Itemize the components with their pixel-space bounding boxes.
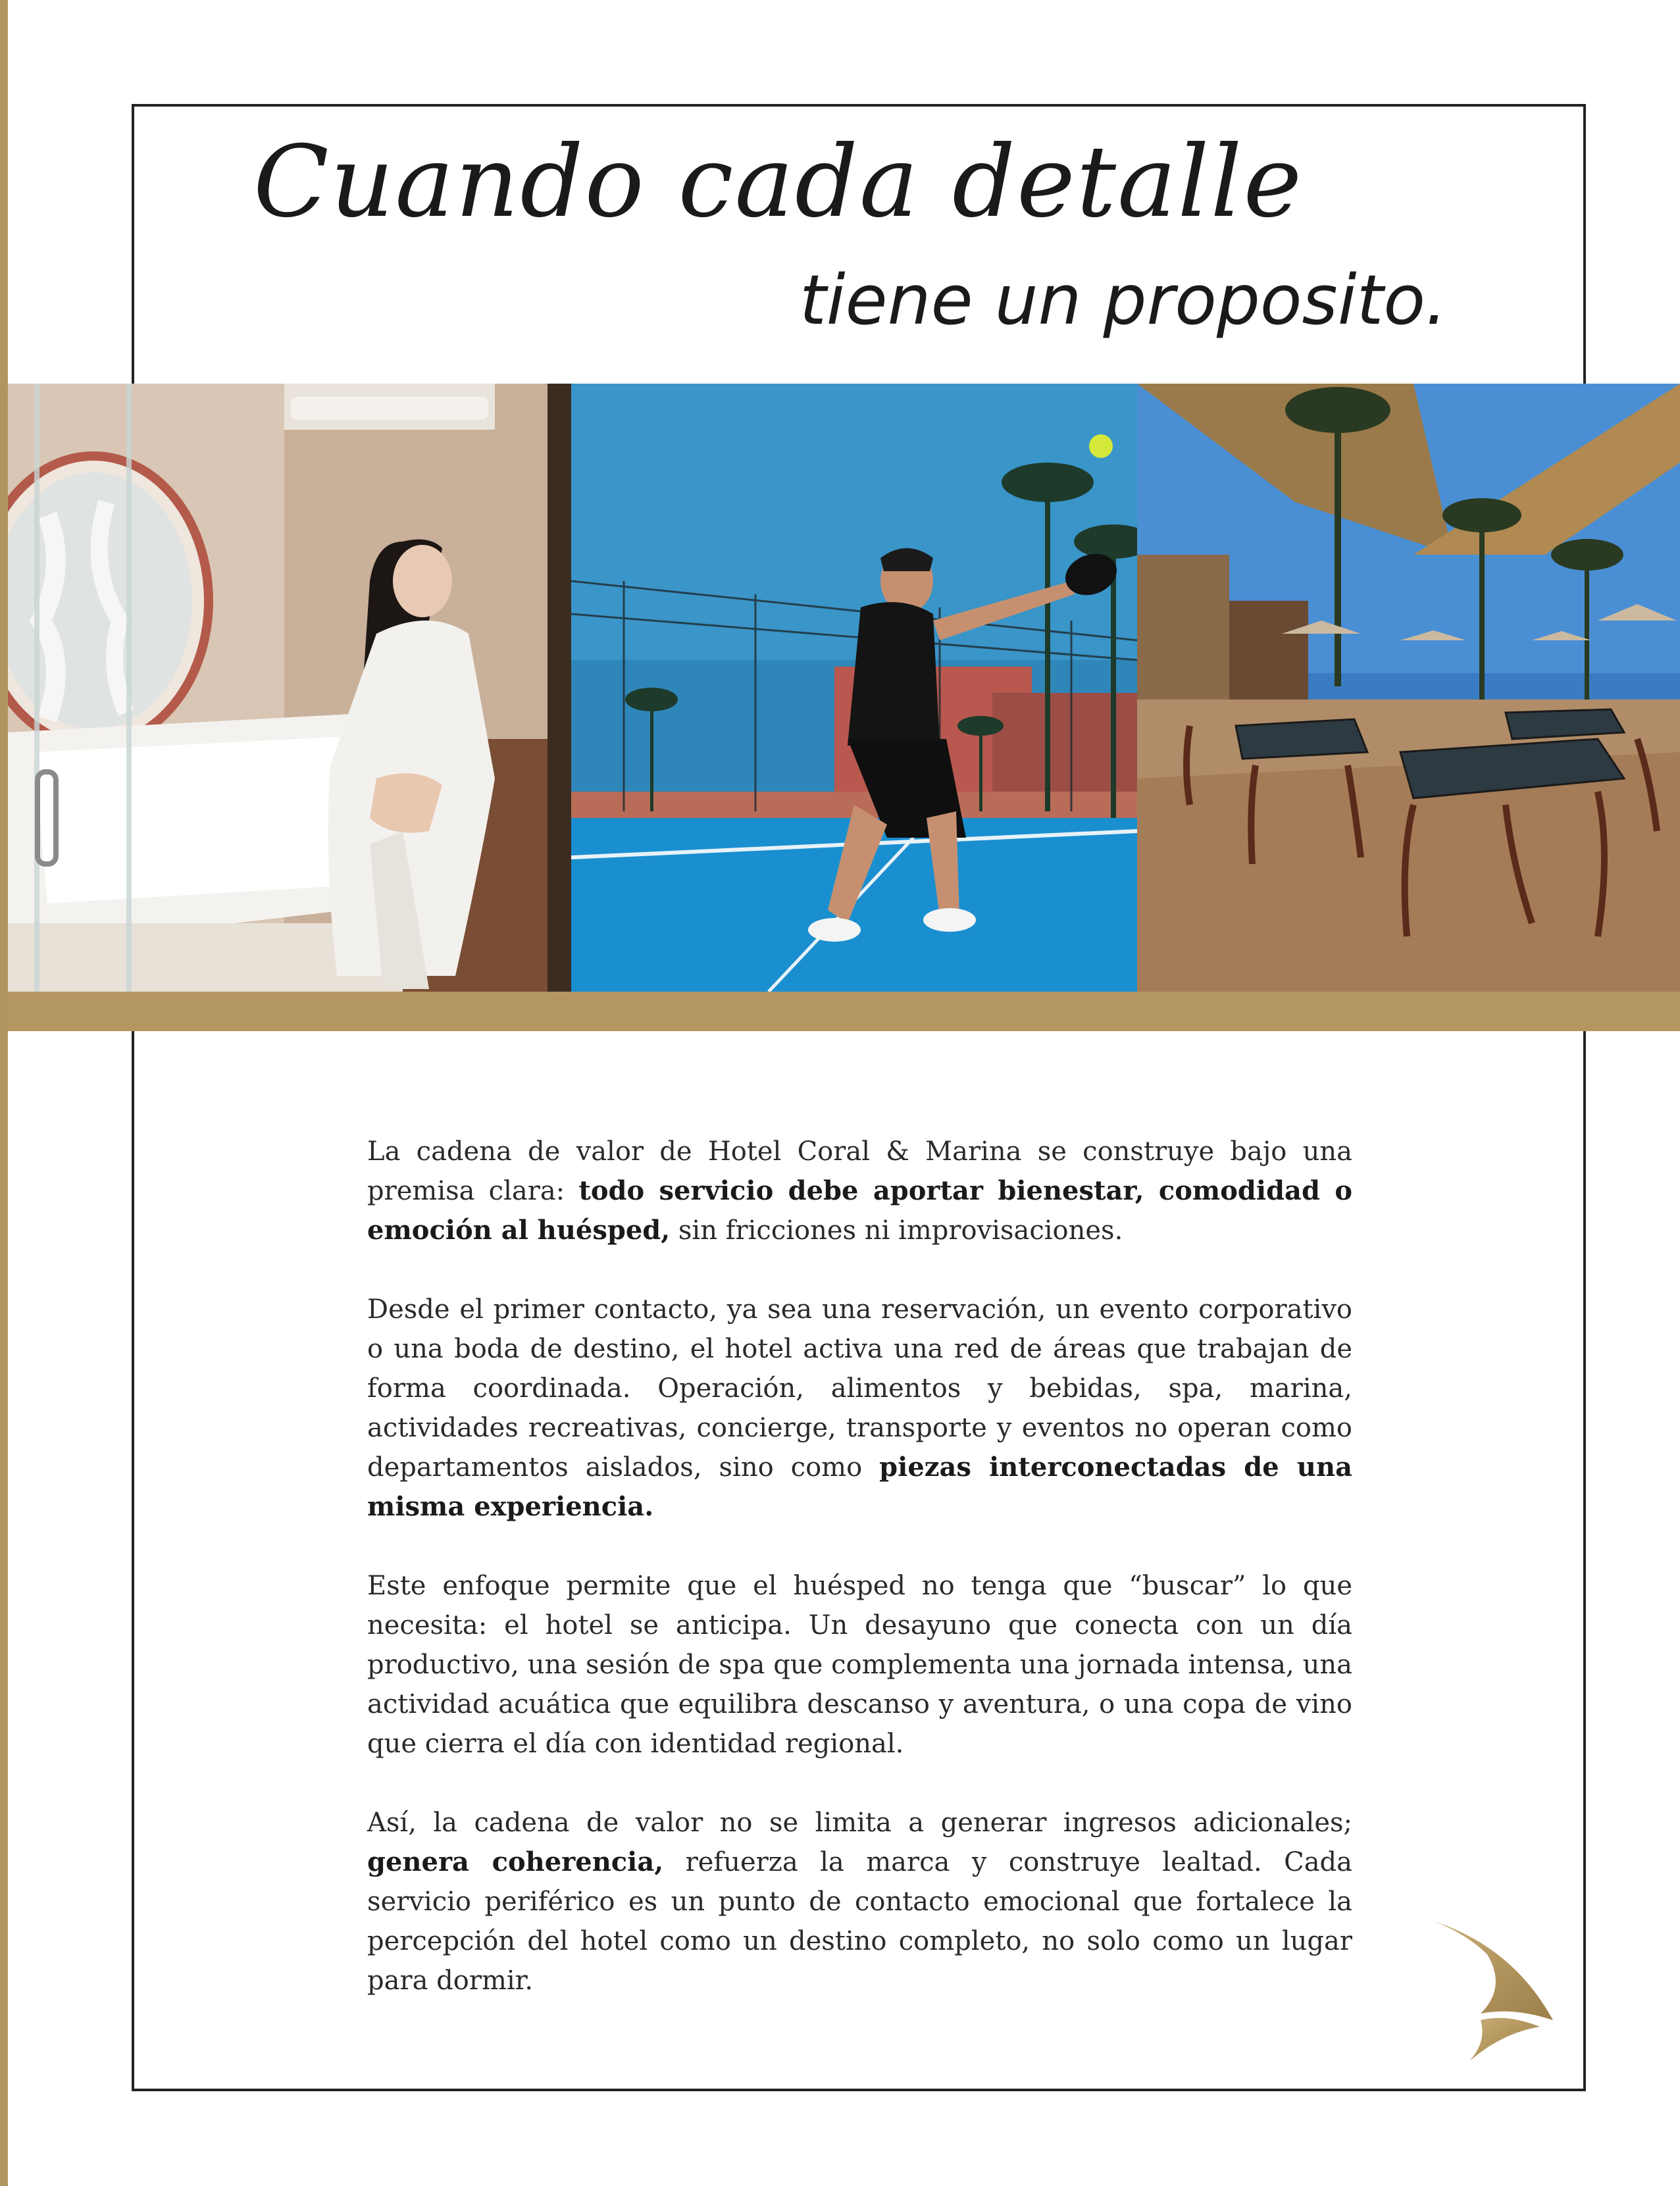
left-gold-edge	[0, 0, 8, 2186]
body-paragraph-3	[367, 1566, 1352, 1764]
paragraph-text: Desde el primer contacto, ya sea una reservación, un evento corporativo o una boda de destino, el hotel activa una red de áreas que trabajan de forma coordinada. Operación, alimentos y bebidas, spa, marina, actividades recreativas, concierge, transporte y eventos no operan como departamentos aislados, sino como	[367, 1294, 1352, 1483]
photo-terrace-dining	[1137, 384, 1680, 992]
paragraph-text: Así, la cadena de valor no se limita a generar ingresos adicionales;	[367, 1808, 1352, 1838]
body-paragraph-2	[367, 1290, 1352, 1527]
paragraph-text: refuerza la marca y construye lealtad. Cada servicio periférico es un punto de contacto emocional que fortalece la percepción del hotel como un destino completo, no solo como un lugar para dormir.	[367, 1847, 1353, 1996]
headline-line-2: tiene un proposito.	[800, 260, 1448, 340]
body-paragraph-1	[367, 1132, 1352, 1250]
paragraph-text: La cadena de valor de Hotel Coral & Marina se construye bajo una premisa clara:	[367, 1136, 1352, 1206]
photo-padel-player	[571, 384, 1137, 992]
emphasis-text: todo servicio debe aportar bienestar, comodidad o emoción al huésped,	[367, 1175, 1352, 1246]
photo-spa-bath	[8, 384, 571, 992]
emphasis-text: genera coherencia,	[367, 1846, 664, 1877]
paragraph-text: sin fricciones ni improvisaciones.	[670, 1215, 1123, 1246]
body-text	[367, 1132, 1352, 2040]
gold-band	[8, 992, 1680, 1031]
photo-strip	[8, 384, 1680, 992]
emphasis-text: piezas interconectadas de una misma experiencia.	[367, 1452, 1353, 1522]
sail-logo-icon	[1428, 1915, 1560, 2060]
paragraph-text: Este enfoque permite que el huésped no tenga que “buscar” lo que necesita: el hotel se anticipa. Un desayuno que conecta con un día productivo, una sesión de spa que complementa una jornada intensa, una actividad acuática que equilibra descanso y aventura, o una copa de vino que cierra el día con identidad regional.	[367, 1571, 1352, 1759]
body-paragraph-4	[367, 1803, 1352, 2000]
headline-line-1: Cuando cada detalle	[253, 125, 1304, 240]
